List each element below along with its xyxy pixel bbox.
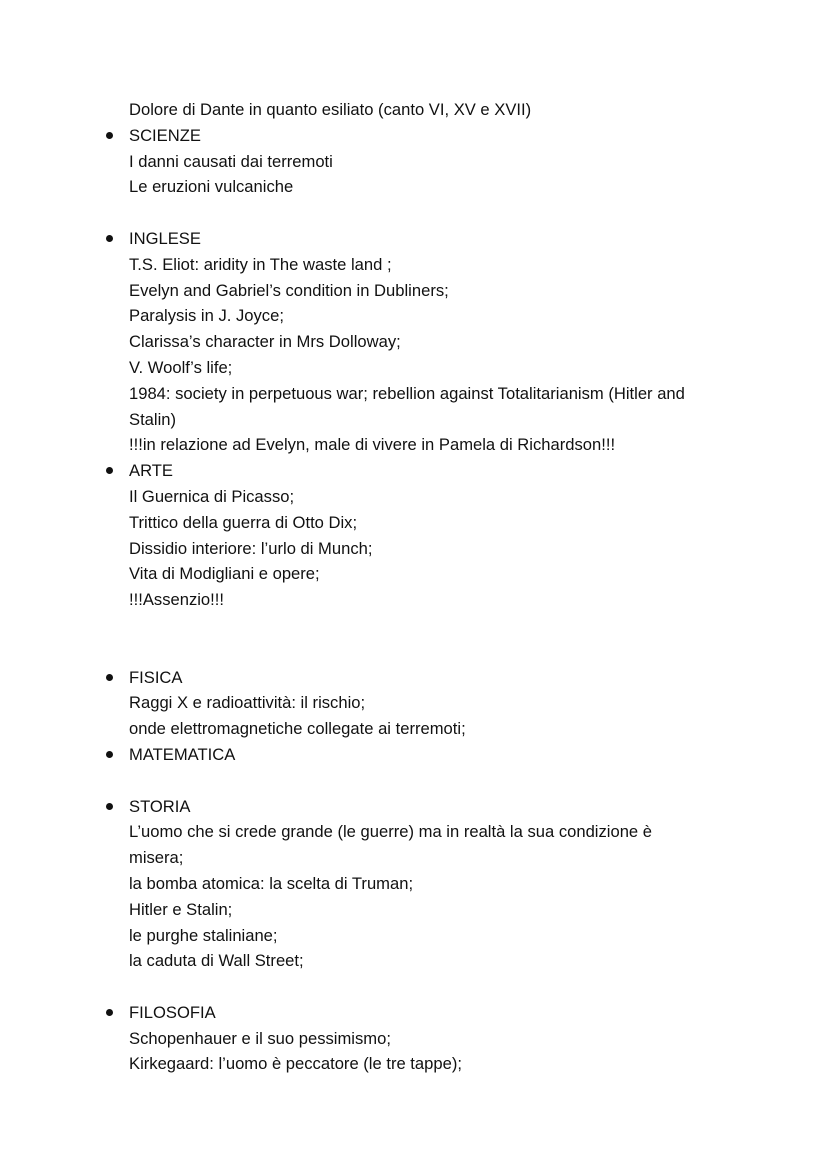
blank-line — [129, 613, 769, 665]
inglese-line: T.S. Eliot: aridity in The waste land ; — [129, 254, 392, 274]
storia-line: le purghe staliniane; — [129, 925, 278, 945]
blank-line — [129, 768, 769, 794]
heading-text: FILOSOFIA — [129, 1002, 216, 1022]
arte-line: Vita di Modigliani e opere; — [129, 564, 320, 584]
storia-line: Hitler e Stalin; — [129, 899, 233, 919]
section-heading-arte — [129, 458, 769, 484]
arte-line: Il Guernica di Picasso; — [129, 486, 295, 506]
inglese-line: Stalin) — [129, 409, 177, 429]
storia-line: misera; — [129, 848, 184, 868]
inglese-line: V. Woolf’s life; — [129, 357, 233, 377]
scienze-line: Le eruzioni vulcaniche — [129, 177, 294, 197]
section-heading-matematica — [129, 742, 769, 768]
heading-text: MATEMATICA — [129, 744, 236, 764]
bullet-icon — [106, 132, 113, 139]
heading-text: FISICA — [129, 667, 183, 687]
heading-text: INGLESE — [129, 228, 201, 248]
bullet-icon — [106, 235, 113, 242]
inglese-line: Evelyn and Gabriel’s condition in Dubliners; — [129, 280, 449, 300]
section-heading-storia — [129, 794, 769, 820]
heading-text: SCIENZE — [129, 125, 201, 145]
blank-line — [129, 200, 769, 226]
inglese-line: !!!in relazione ad Evelyn, male di vivere in Pamela di Richardson!!! — [129, 435, 616, 455]
bullet-icon — [106, 803, 113, 810]
document-content — [129, 97, 769, 1077]
section-heading-scienze — [129, 123, 769, 149]
fisica-line: Raggi X e radioattività: il rischio; — [129, 693, 366, 713]
bullet-icon — [106, 1009, 113, 1016]
storia-line: la bomba atomica: la scelta di Truman; — [129, 873, 414, 893]
inglese-line: 1984: society in perpetuous war; rebellion against Totalitarianism (Hitler and — [129, 383, 685, 403]
heading-text: STORIA — [129, 796, 191, 816]
bullet-icon — [106, 467, 113, 474]
section-heading-fisica — [129, 665, 769, 691]
scienze-line: I danni causati dai terremoti — [129, 151, 333, 171]
arte-line: Dissidio interiore: l’urlo di Munch; — [129, 538, 373, 558]
intro-line: Dolore di Dante in quanto esiliato (canto VI, XV e XVII) — [129, 100, 532, 119]
inglese-line: Clarissa’s character in Mrs Dolloway; — [129, 332, 401, 352]
storia-line: L’uomo che si crede grande (le guerre) ma in realtà la sua condizione è — [129, 822, 653, 842]
heading-text: ARTE — [129, 461, 173, 481]
bullet-icon — [106, 674, 113, 681]
fisica-line: onde elettromagnetiche collegate ai terremoti; — [129, 719, 466, 739]
section-heading-filosofia — [129, 1000, 769, 1026]
inglese-line: Paralysis in J. Joyce; — [129, 306, 284, 326]
section-heading-inglese — [129, 226, 769, 252]
filosofia-line: Schopenhauer e il suo pessimismo; — [129, 1028, 391, 1048]
filosofia-line: Kirkegaard: l’uomo è peccatore (le tre tappe); — [129, 1054, 462, 1074]
arte-line: Trittico della guerra di Otto Dix; — [129, 512, 358, 532]
blank-line — [129, 974, 769, 1000]
arte-line: !!!Assenzio!!! — [129, 590, 224, 610]
storia-line: la caduta di Wall Street; — [129, 951, 304, 971]
bullet-icon — [106, 751, 113, 758]
